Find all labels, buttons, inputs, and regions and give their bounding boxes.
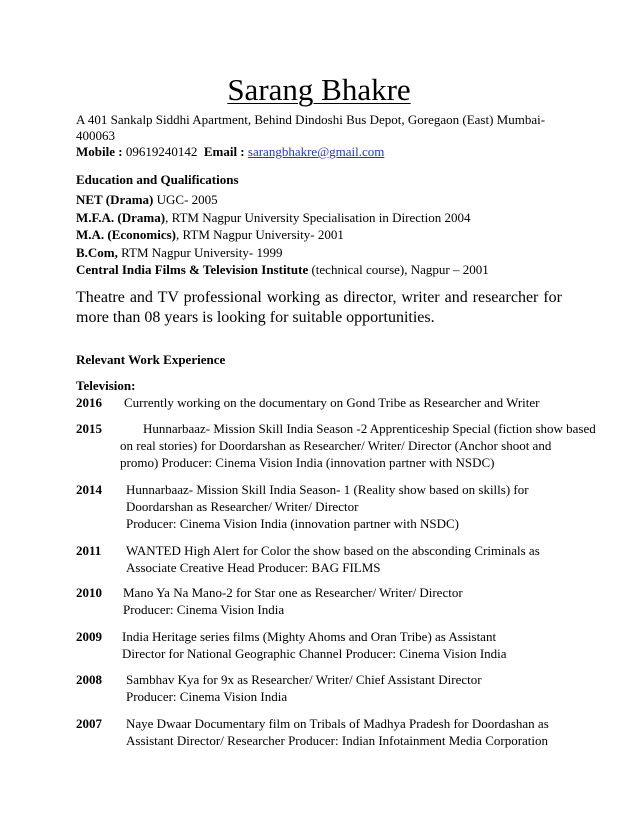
experience-line: Producer: Cinema Vision India (innovation partner with NSDC): [126, 516, 459, 531]
experience-line: promo) Producer: Cinema Vision India (innovation partner with NSDC): [120, 455, 495, 470]
education-degree: M.F.A. (Drama): [76, 210, 166, 225]
experience-line: WANTED High Alert for Color the show based on the absconding Criminals as: [126, 543, 540, 558]
career-summary: Theatre and TV professional working as director, writer and researcher for more than 08 years is looking for suitable opportunities.: [76, 289, 562, 326]
experience-line: Hunnarbaaz- Mission Skill India Season -2 Apprenticeship Special (fiction show based: [143, 421, 596, 436]
experience-year: 2010: [76, 585, 102, 600]
email-label: Email :: [203, 144, 245, 159]
mobile-label: Mobile :: [76, 144, 123, 159]
experience-heading: Relevant Work Experience: [76, 352, 226, 367]
education-item: [76, 262, 489, 278]
experience-line: Hunnarbaaz- Mission Skill India Season- 1 (Reality show based on skills) for: [126, 482, 529, 497]
experience-year: 2007: [76, 716, 102, 731]
address-line-2: 400063: [76, 128, 115, 143]
email-link[interactable]: sarangbhakre@gmail.com: [247, 144, 385, 159]
education-degree: NET (Drama): [76, 192, 154, 207]
education-degree: B.Com,: [76, 245, 118, 260]
experience-year: 2011: [76, 543, 102, 558]
education-item: [76, 192, 218, 208]
television-subheading: Television:: [76, 378, 136, 393]
experience-line: on real stories) for Doordarshan as Researcher/ Writer/ Director (Anchor shoot and: [120, 438, 552, 453]
candidate-name: Sarang Bhakre: [227, 72, 411, 107]
education-detail: , RTM Nagpur University- 2001: [176, 227, 344, 242]
experience-line: Currently working on the documentary on Gond Tribe as Researcher and Writer: [124, 395, 540, 410]
experience-line: Doordarshan as Researcher/ Writer/ Director: [126, 499, 359, 514]
education-detail: , RTM Nagpur University Specialisation in Direction 2004: [165, 210, 471, 225]
experience-line: Mano Ya Na Mano-2 for Star one as Researcher/ Writer/ Director: [123, 585, 463, 600]
education-item: [76, 245, 282, 261]
mobile-value: 09619240142: [125, 144, 198, 159]
experience-year: 2008: [76, 672, 102, 687]
education-item: [76, 210, 470, 226]
education-heading: Education and Qualifications: [76, 172, 239, 187]
experience-line: Naye Dwaar Documentary film on Tribals of Madhya Pradesh for Doordashan as: [126, 716, 549, 731]
experience-year: 2016: [76, 395, 102, 410]
education-detail: RTM Nagpur University- 1999: [117, 245, 283, 260]
experience-line: India Heritage series films (Mighty Ahoms and Oran Tribe) as Assistant: [122, 629, 497, 644]
experience-line: Sambhav Kya for 9x as Researcher/ Writer/ Chief Assistant Director: [126, 672, 482, 687]
experience-line: Associate Creative Head Producer: BAG FILMS: [126, 560, 381, 575]
experience-year: 2009: [76, 629, 102, 644]
experience-year: 2015: [76, 421, 102, 436]
education-detail: (technical course), Nagpur – 2001: [308, 262, 489, 277]
education-item: [76, 227, 344, 243]
experience-line: Producer: Cinema Vision India: [126, 689, 288, 704]
experience-year: 2014: [76, 482, 102, 497]
experience-line: Producer: Cinema Vision India: [123, 602, 285, 617]
education-degree: M.A. (Economics): [76, 227, 177, 242]
contact-line: [76, 144, 384, 160]
experience-line: Assistant Director/ Researcher Producer: Indian Infotainment Media Corporation: [126, 733, 549, 748]
experience-line: Director for National Geographic Channel Producer: Cinema Vision India: [122, 646, 507, 661]
address-line-1: A 401 Sankalp Siddhi Apartment, Behind Dindoshi Bus Depot, Goregaon (East) Mumbai-: [76, 112, 546, 127]
education-detail: UGC- 2005: [153, 192, 218, 207]
address: [76, 112, 562, 144]
education-degree: Central India Films & Television Institute: [76, 262, 309, 277]
